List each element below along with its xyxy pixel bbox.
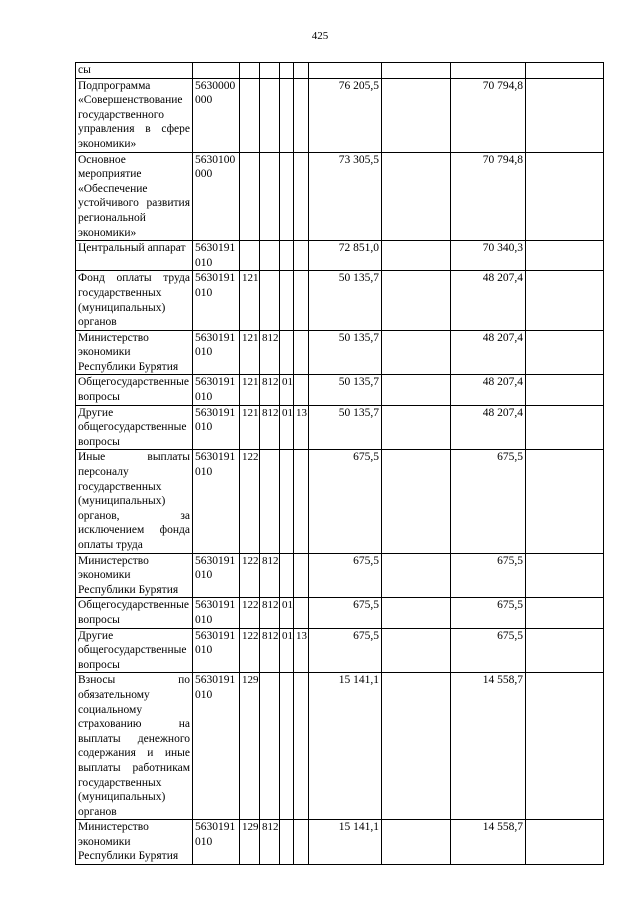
table-row <box>76 271 604 330</box>
section-cell <box>280 330 294 375</box>
admin-code-cell: 812 <box>260 553 280 598</box>
budget-table <box>75 62 604 865</box>
amount-cell-1 <box>309 63 382 79</box>
row-name-cell: Общегосударственные вопросы <box>76 598 193 628</box>
row-name-cell: Министерство экономики Республики Бурятия <box>76 820 193 865</box>
table-row <box>76 450 604 553</box>
amount-cell-3: 48 207,4 <box>451 330 526 375</box>
row-name-cell: сы <box>76 63 193 79</box>
subsection-cell <box>294 63 309 79</box>
target-article-cell <box>193 63 240 79</box>
amount-cell-2 <box>382 820 451 865</box>
subsection-cell <box>294 598 309 628</box>
row-name-cell: Подпрограмма «Совершенствование государственного управления в сфере экономики» <box>76 78 193 152</box>
amount-cell-2 <box>382 673 451 820</box>
subsection-cell <box>294 673 309 820</box>
amount-cell-2 <box>382 271 451 330</box>
amount-cell-3: 70 794,8 <box>451 78 526 152</box>
amount-cell-4 <box>526 405 604 450</box>
target-article-cell: 5630191010 <box>193 271 240 330</box>
row-name-cell: Общегосударственные вопросы <box>76 375 193 405</box>
amount-cell-1: 50 135,7 <box>309 375 382 405</box>
amount-cell-2 <box>382 63 451 79</box>
amount-cell-2 <box>382 450 451 553</box>
table-row <box>76 820 604 865</box>
expense-type-cell <box>240 63 260 79</box>
table-row <box>76 63 604 79</box>
target-article-cell: 5630191010 <box>193 673 240 820</box>
table-row <box>76 673 604 820</box>
row-name-cell: Иные выплаты персоналу государственных (муниципальных) органов, за исключением фонда оплаты труда <box>76 450 193 553</box>
section-cell <box>280 152 294 241</box>
amount-cell-4 <box>526 628 604 673</box>
amount-cell-1: 50 135,7 <box>309 271 382 330</box>
expense-type-cell: 129 <box>240 673 260 820</box>
target-article-cell: 5630191010 <box>193 241 240 271</box>
table-row <box>76 152 604 241</box>
target-article-cell: 5630000000 <box>193 78 240 152</box>
admin-code-cell <box>260 673 280 820</box>
section-cell <box>280 673 294 820</box>
amount-cell-3: 14 558,7 <box>451 673 526 820</box>
amount-cell-3: 14 558,7 <box>451 820 526 865</box>
amount-cell-1: 675,5 <box>309 450 382 553</box>
amount-cell-3: 48 207,4 <box>451 375 526 405</box>
subsection-cell <box>294 330 309 375</box>
amount-cell-3: 70 340,3 <box>451 241 526 271</box>
admin-code-cell: 812 <box>260 820 280 865</box>
page-number: 425 <box>311 30 329 42</box>
row-name-cell: Фонд оплаты труда государственных (муниципальных) органов <box>76 271 193 330</box>
admin-code-cell: 812 <box>260 330 280 375</box>
admin-code-cell <box>260 78 280 152</box>
amount-cell-1: 15 141,1 <box>309 673 382 820</box>
subsection-cell <box>294 152 309 241</box>
target-article-cell: 5630191010 <box>193 330 240 375</box>
amount-cell-2 <box>382 78 451 152</box>
amount-cell-4 <box>526 820 604 865</box>
section-cell <box>280 820 294 865</box>
expense-type-cell <box>240 241 260 271</box>
subsection-cell <box>294 78 309 152</box>
target-article-cell: 5630191010 <box>193 375 240 405</box>
amount-cell-1: 72 851,0 <box>309 241 382 271</box>
expense-type-cell: 121 <box>240 330 260 375</box>
section-cell <box>280 271 294 330</box>
amount-cell-1: 15 141,1 <box>309 820 382 865</box>
amount-cell-1: 675,5 <box>309 598 382 628</box>
row-name-cell: Министерство экономики Республики Бурятия <box>76 330 193 375</box>
subsection-cell: 13 <box>294 628 309 673</box>
section-cell: 01 <box>280 628 294 673</box>
amount-cell-3 <box>451 63 526 79</box>
admin-code-cell: 812 <box>260 598 280 628</box>
row-name-cell: Министерство экономики Республики Бурятия <box>76 553 193 598</box>
amount-cell-1: 73 305,5 <box>309 152 382 241</box>
admin-code-cell <box>260 63 280 79</box>
target-article-cell: 5630191010 <box>193 450 240 553</box>
amount-cell-3: 70 794,8 <box>451 152 526 241</box>
amount-cell-2 <box>382 152 451 241</box>
amount-cell-1: 76 205,5 <box>309 78 382 152</box>
expense-type-cell: 129 <box>240 820 260 865</box>
section-cell <box>280 241 294 271</box>
amount-cell-4 <box>526 330 604 375</box>
amount-cell-2 <box>382 405 451 450</box>
table-row <box>76 375 604 405</box>
amount-cell-4 <box>526 598 604 628</box>
amount-cell-2 <box>382 330 451 375</box>
expense-type-cell: 122 <box>240 598 260 628</box>
amount-cell-2 <box>382 553 451 598</box>
admin-code-cell <box>260 271 280 330</box>
table-row <box>76 628 604 673</box>
row-name-cell: Другие общегосударственные вопросы <box>76 628 193 673</box>
amount-cell-1: 675,5 <box>309 628 382 673</box>
amount-cell-1: 50 135,7 <box>309 330 382 375</box>
table-row <box>76 330 604 375</box>
row-name-cell: Центральный аппарат <box>76 241 193 271</box>
target-article-cell: 5630100000 <box>193 152 240 241</box>
admin-code-cell <box>260 450 280 553</box>
amount-cell-1: 50 135,7 <box>309 405 382 450</box>
amount-cell-3: 675,5 <box>451 628 526 673</box>
target-article-cell: 5630191010 <box>193 598 240 628</box>
table-row <box>76 405 604 450</box>
expense-type-cell: 122 <box>240 553 260 598</box>
section-cell: 01 <box>280 598 294 628</box>
target-article-cell: 5630191010 <box>193 553 240 598</box>
target-article-cell: 5630191010 <box>193 405 240 450</box>
subsection-cell <box>294 241 309 271</box>
expense-type-cell: 121 <box>240 271 260 330</box>
amount-cell-3: 48 207,4 <box>451 271 526 330</box>
subsection-cell <box>294 820 309 865</box>
amount-cell-3: 675,5 <box>451 553 526 598</box>
amount-cell-4 <box>526 63 604 79</box>
amount-cell-4 <box>526 375 604 405</box>
expense-type-cell <box>240 78 260 152</box>
subsection-cell: 13 <box>294 405 309 450</box>
amount-cell-3: 675,5 <box>451 598 526 628</box>
expense-type-cell: 121 <box>240 375 260 405</box>
section-cell <box>280 78 294 152</box>
admin-code-cell: 812 <box>260 375 280 405</box>
amount-cell-2 <box>382 375 451 405</box>
amount-cell-3: 675,5 <box>451 450 526 553</box>
expense-type-cell <box>240 152 260 241</box>
amount-cell-4 <box>526 78 604 152</box>
subsection-cell <box>294 271 309 330</box>
admin-code-cell <box>260 241 280 271</box>
target-article-cell: 5630191010 <box>193 820 240 865</box>
amount-cell-4 <box>526 271 604 330</box>
section-cell: 01 <box>280 405 294 450</box>
expense-type-cell: 122 <box>240 628 260 673</box>
amount-cell-3: 48 207,4 <box>451 405 526 450</box>
row-name-cell: Другие общегосударственные вопросы <box>76 405 193 450</box>
subsection-cell <box>294 553 309 598</box>
subsection-cell <box>294 375 309 405</box>
section-cell <box>280 553 294 598</box>
table-row <box>76 598 604 628</box>
row-name-cell: Основное мероприятие «Обеспечение устойчивого развития региональной экономики» <box>76 152 193 241</box>
amount-cell-4 <box>526 553 604 598</box>
amount-cell-2 <box>382 628 451 673</box>
expense-type-cell: 122 <box>240 450 260 553</box>
expense-type-cell: 121 <box>240 405 260 450</box>
amount-cell-1: 675,5 <box>309 553 382 598</box>
section-cell <box>280 450 294 553</box>
admin-code-cell <box>260 152 280 241</box>
amount-cell-2 <box>382 598 451 628</box>
section-cell: 01 <box>280 375 294 405</box>
section-cell <box>280 63 294 79</box>
amount-cell-4 <box>526 241 604 271</box>
table-row <box>76 241 604 271</box>
row-name-cell: Взносы по обязательному социальному страхованию на выплаты денежного содержания и иные выплаты работникам государственных (муниципальных) органов <box>76 673 193 820</box>
amount-cell-4 <box>526 450 604 553</box>
table-row <box>76 553 604 598</box>
amount-cell-4 <box>526 152 604 241</box>
target-article-cell: 5630191010 <box>193 628 240 673</box>
table-row <box>76 78 604 152</box>
amount-cell-2 <box>382 241 451 271</box>
admin-code-cell: 812 <box>260 405 280 450</box>
admin-code-cell: 812 <box>260 628 280 673</box>
subsection-cell <box>294 450 309 553</box>
amount-cell-4 <box>526 673 604 820</box>
